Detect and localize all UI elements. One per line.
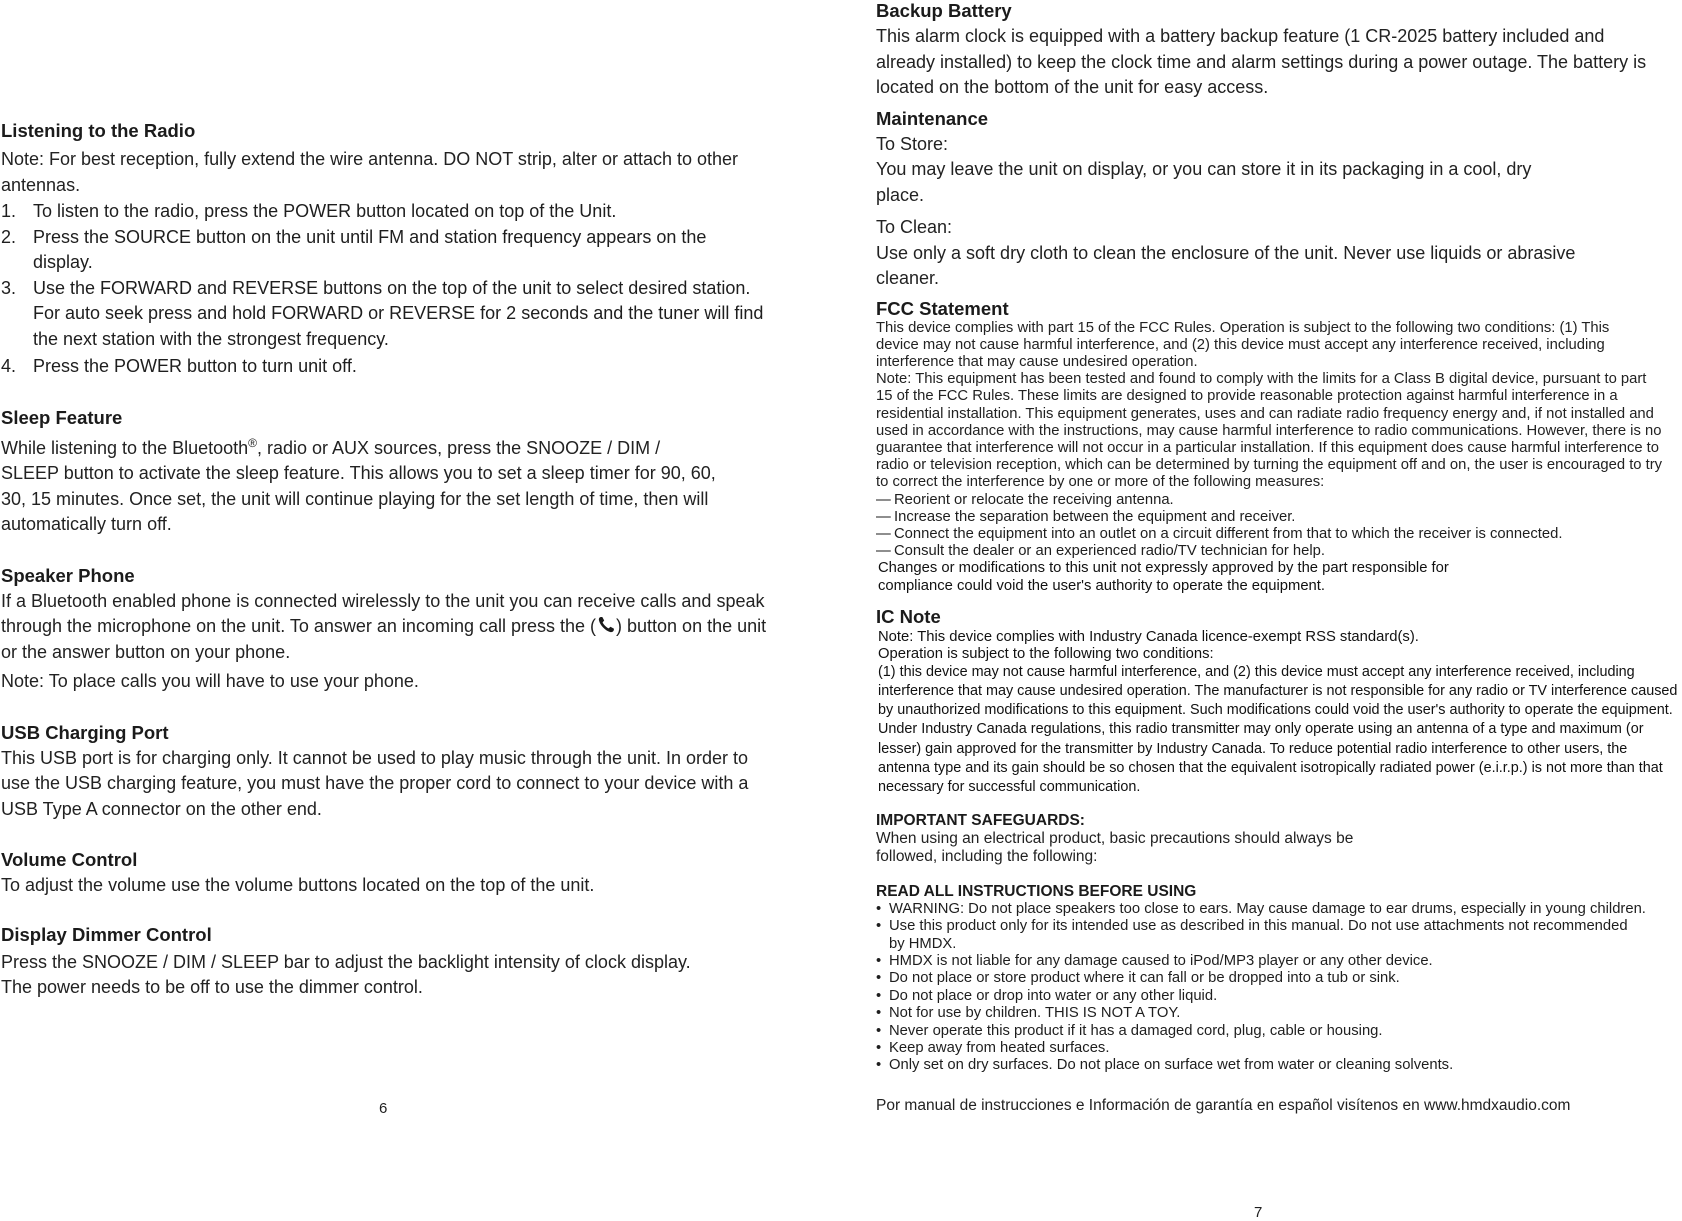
sleep-section <box>1 407 771 538</box>
safety-item: • Use this product only for its intended use as described in this manual. Do not use attachments not recommended by HMDX. <box>876 918 1628 952</box>
left-page <box>1 120 771 1001</box>
maintenance-section <box>876 108 1682 292</box>
read-all-heading: READ ALL INSTRUCTIONS BEFORE USING <box>876 882 1197 900</box>
safeguards-text: When using an electrical product, basic precautions should always be followed, including the following: <box>876 829 1354 866</box>
read-all-section <box>876 883 1682 1075</box>
ic-body: (1) this device may not cause harmful interference, and (2) this device must accept any interference received, including interference that may cause undesired operation. The manufacturer is not responsible for any radio or TV interference caused by unauthorized modifications to this equipment. Such modifications could void the user's authority to operate the equipment. Under Industry Canada regulations, this radio transmitter may only operate using an antenna of a type and maximum (or lesser) gain approved for the transmitter by Industry Canada. To reduce potential radio interference to other users, the antenna type and its gain should be so chosen that the equivalent isotropically radiated power (e.i.r.p.) is not more than that necessary for successful communication. <box>878 664 1678 795</box>
safety-item: • Not for use by children. THIS IS NOT A TOY. <box>876 1005 1181 1022</box>
maintenance-heading: Maintenance <box>876 107 989 129</box>
fcc-measure: — Reorient or relocate the receiving antenna. <box>876 491 1174 508</box>
store-label: To Store: <box>876 133 949 154</box>
radio-step: 2. Press the SOURCE button on the unit until FM and station frequency appears on the display. <box>1 226 707 272</box>
radio-step: 4. Press the POWER button to turn unit off. <box>1 356 357 376</box>
radio-note: Note: For best reception, fully extend the wire antenna. DO NOT strip, alter or attach to other antennas. <box>1 149 739 195</box>
radio-step: 3. Use the FORWARD and REVERSE buttons on the top of the unit to select desired station. For auto seek press and hold FORWARD or REVERSE for 2 seconds and the tuner will find the next station with the strongest frequency. <box>1 277 764 349</box>
radio-step: 1. To listen to the radio, press the POWER button located on top of the Unit. <box>1 201 617 221</box>
dimmer-text: Press the SNOOZE / DIM / SLEEP bar to adjust the backlight intensity of clock display. The power needs to be off to use the dimmer control. <box>1 951 691 997</box>
ic-line-1: Note: This device complies with Industry Canada licence-exempt RSS standard(s). <box>878 628 1419 645</box>
safety-item: • WARNING: Do not place speakers too close to ears. May cause damage to ear drums, especially in young children. <box>876 900 1646 917</box>
spanish-note: Por manual de instrucciones e Información de garantía en español visítenos en www.hmdxaudio.com <box>876 1096 1571 1114</box>
fcc-measure: — Consult the dealer or an experienced radio/TV technician for help. <box>876 543 1326 560</box>
fcc-paragraph-2: Note: This equipment has been tested and found to comply with the limits for a Class B digital device, pursuant to part 15 of the FCC Rules. These limits are designed to provide reasonable protection against harmful interference in a residential installation. This equipment generates, uses and can radiate radio frequency energy and, if not installed and used in accordance with the instructions, may cause harmful interference to radio communications. However, there is no guarantee that interference will not occur in a particular installation. If this equipment does cause harmful interference to radio or television reception, which can be determined by turning the equipment off and on, the user is encouraged to try to correct the interference by one or more of the following measures: <box>876 371 1663 491</box>
clean-label: To Clean: <box>876 217 953 237</box>
safeguards-heading: IMPORTANT SAFEGUARDS: <box>876 811 1085 829</box>
ic-heading: IC Note <box>876 605 941 627</box>
battery-heading: Backup Battery <box>876 0 1012 21</box>
store-text: You may leave the unit on display, or you can store it in its packaging in a cool, dry place. <box>876 159 1532 205</box>
radio-heading: Listening to the Radio <box>1 120 196 141</box>
safeguards-section <box>876 811 1682 867</box>
page-number-right: 7 <box>1254 1204 1263 1221</box>
fcc-section <box>876 298 1682 595</box>
battery-section <box>876 0 1682 101</box>
page-number-left: 6 <box>379 1100 388 1117</box>
usb-section <box>1 722 771 823</box>
safety-item: • Do not place or drop into water or any other liquid. <box>876 987 1218 1004</box>
fcc-measure: — Increase the separation between the equipment and receiver. <box>876 508 1296 525</box>
safety-item: • Keep away from heated surfaces. <box>876 1040 1110 1057</box>
registered-mark: ® <box>248 435 257 450</box>
phone-icon <box>596 615 616 635</box>
safety-item: • Only set on dry surfaces. Do not place on surface wet from water or cleaning solvents. <box>876 1057 1454 1074</box>
speaker-section <box>1 565 771 695</box>
volume-text: To adjust the volume use the volume buttons located on the top of the unit. <box>1 875 595 895</box>
fcc-heading: FCC Statement <box>876 297 1009 319</box>
speaker-note: Note: To place calls you will have to use your phone. <box>1 671 419 691</box>
sleep-text: While listening to the Bluetooth®, radio or AUX sources, press the SNOOZE / DIM / SLEEP button to activate the sleep feature. This allows you to set a sleep timer for 90, 60, 30, 15 minutes. Once set, the unit will continue playing for the set length of time, then will automatically turn off. <box>1 435 716 534</box>
radio-steps <box>1 199 771 380</box>
fcc-measures <box>876 492 1616 561</box>
usb-text: This USB port is for charging only. It cannot be used to play music through the unit. In order to use the USB charging feature, you must have the proper cord to connect to your device with a USB Type A connector on the other end. <box>1 747 749 819</box>
ic-line-2: Operation is subject to the following two conditions: <box>878 645 1214 662</box>
right-page <box>876 0 1682 1114</box>
ic-section <box>876 606 1682 797</box>
speaker-text: If a Bluetooth enabled phone is connected wirelessly to the unit you can receive calls and speak through the microphone on the unit. To answer an incoming call press the ( ) button on the unit or the answer button on your phone. <box>1 590 767 662</box>
safety-list <box>876 901 1646 1075</box>
safety-item: • Do not place or store product where it can fall or be dropped into a tub or sink. <box>876 970 1400 987</box>
fcc-measure: — Connect the equipment into an outlet on a circuit different from that to which the receiver is connected. <box>876 525 1563 542</box>
safety-item: • Never operate this product if it has a damaged cord, plug, cable or housing. <box>876 1022 1383 1039</box>
speaker-heading: Speaker Phone <box>1 564 135 586</box>
dimmer-section <box>1 924 771 1001</box>
battery-text: This alarm clock is equipped with a battery backup feature (1 CR-2025 battery included and already installed) to keep the clock time and alarm settings during a power outage. The battery is located on the bottom of the unit for easy access. <box>876 26 1647 97</box>
usb-heading: USB Charging Port <box>1 721 169 743</box>
fcc-changes: Changes or modifications to this unit not expressly approved by the part responsible for compliance could void the user's authority to operate the equipment. <box>878 560 1449 594</box>
volume-heading: Volume Control <box>1 849 138 870</box>
clean-text: Use only a soft dry cloth to clean the enclosure of the unit. Never use liquids or abrasive cleaner. <box>876 242 1576 288</box>
fcc-paragraph-1: This device complies with part 15 of the FCC Rules. Operation is subject to the following two conditions: (1) This device may not cause harmful interference, and (2) this device must accept any interference received, including interference that may cause undesired operation. <box>876 319 1610 370</box>
sleep-heading: Sleep Feature <box>1 406 123 428</box>
dimmer-heading: Display Dimmer Control <box>1 923 212 945</box>
volume-section <box>1 849 771 899</box>
safety-item: • HMDX is not liable for any damage caused to iPod/MP3 player or any other device. <box>876 953 1433 970</box>
radio-section <box>1 120 771 380</box>
